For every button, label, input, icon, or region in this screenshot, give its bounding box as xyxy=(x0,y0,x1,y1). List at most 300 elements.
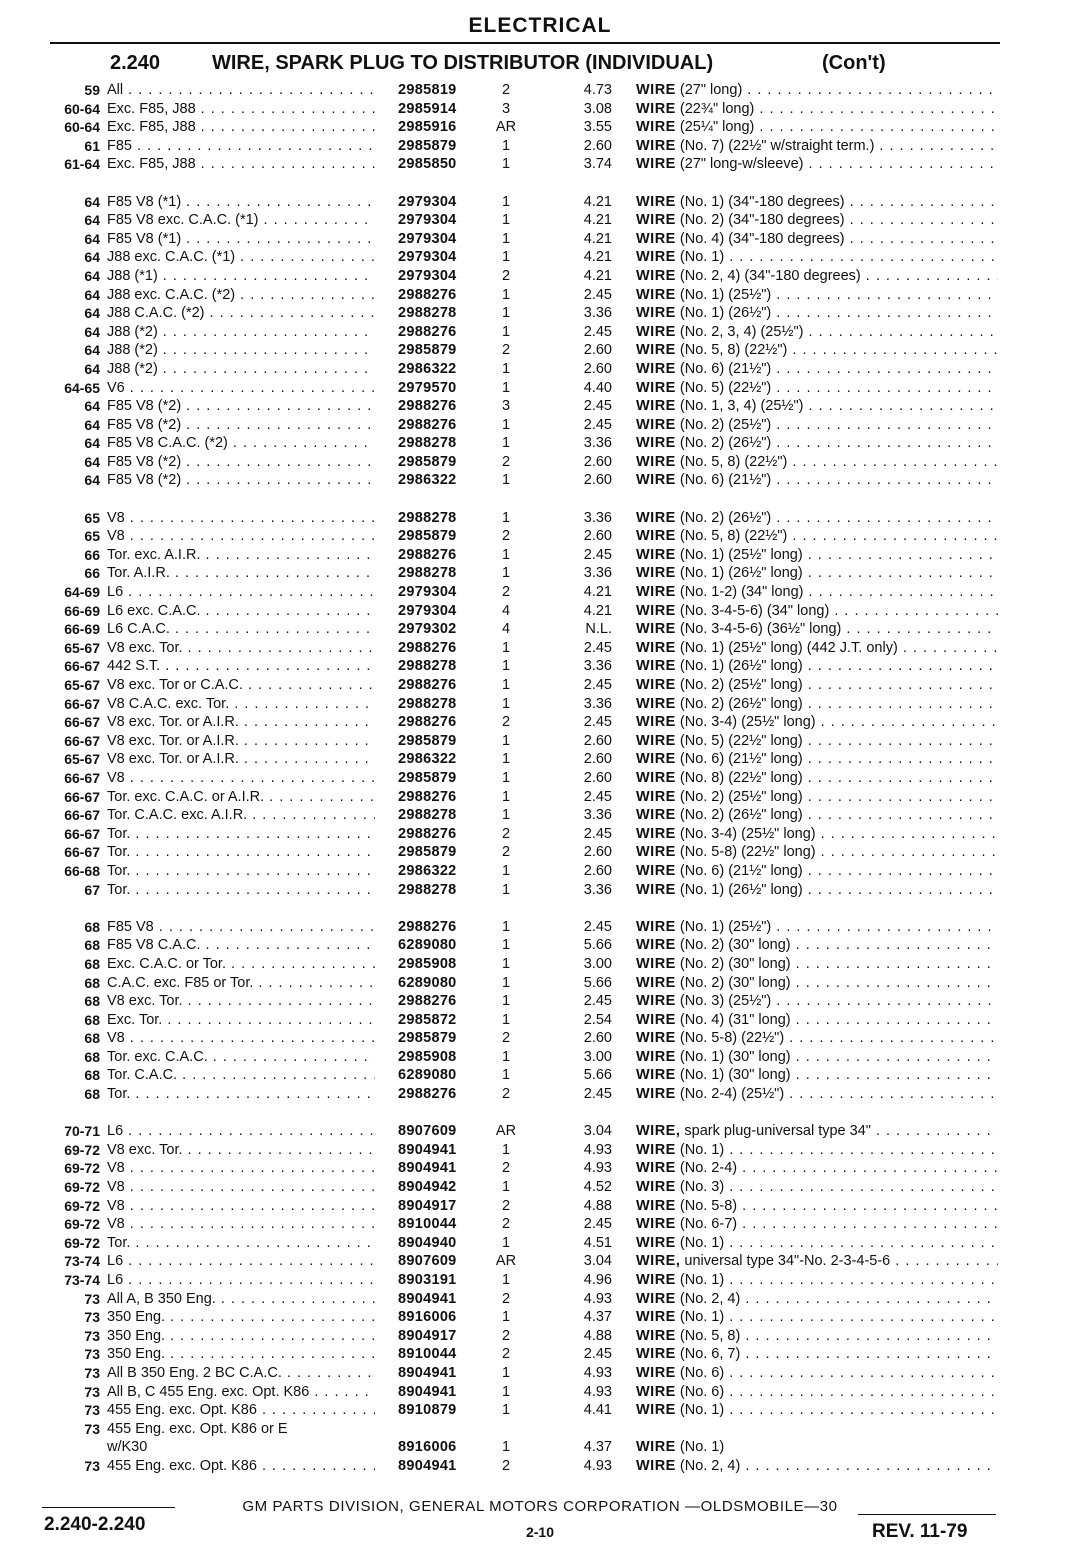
year-cell: 69-72 xyxy=(64,1141,100,1158)
quantity-cell: 1 xyxy=(501,1439,511,1456)
price-cell: 2.45 xyxy=(583,1346,612,1363)
table-row xyxy=(0,1252,1080,1271)
description-keyword: WIRE xyxy=(636,137,676,154)
model-cell: L6 . . . xyxy=(107,1122,375,1141)
quantity-cell: 1 xyxy=(501,156,511,173)
description-keyword: WIRE xyxy=(636,1234,676,1251)
table-row xyxy=(0,397,1080,416)
model-cell: Tor. exc. C.A.C. or A.I.R. . . . xyxy=(107,788,375,807)
part-number-cell: 2985879 xyxy=(398,453,457,470)
part-number-cell: 8904941 xyxy=(398,1383,457,1400)
quantity-cell: 1 xyxy=(501,565,511,582)
price-cell: 4.37 xyxy=(583,1439,612,1456)
description-cell xyxy=(636,1364,998,1383)
price-cell: 4.21 xyxy=(583,212,612,229)
description-text: (No. 8) (22½" long) xyxy=(679,769,803,786)
table-row xyxy=(0,1438,1080,1457)
table-row xyxy=(0,806,1080,825)
description-keyword: WIRE xyxy=(636,621,676,638)
description-keyword: WIRE xyxy=(636,993,676,1010)
description-cell xyxy=(636,843,998,862)
price-cell: 4.37 xyxy=(583,1309,612,1326)
description-cell xyxy=(636,695,998,714)
description-cell xyxy=(636,1234,998,1253)
year-cell: 68 xyxy=(84,1030,100,1047)
part-number-cell: 2985879 xyxy=(398,1030,457,1047)
table-row xyxy=(0,453,1080,472)
model-cell: 350 Eng. . . . xyxy=(107,1327,375,1346)
quantity-cell: 1 xyxy=(501,472,511,489)
description-cell xyxy=(636,676,998,695)
model-cell: C.A.C. exc. F85 or Tor. . . . xyxy=(107,974,375,993)
price-cell: 3.36 xyxy=(583,658,612,675)
description-cell xyxy=(636,955,998,974)
model-cell: F85 V8 C.A.C. (*2) . . . xyxy=(107,434,375,453)
description-keyword: WIRE xyxy=(636,918,676,935)
description-cell xyxy=(636,1345,998,1364)
description-cell xyxy=(636,100,998,119)
price-cell: 4.88 xyxy=(583,1327,612,1344)
model-cell: F85 V8 C.A.C. . . . xyxy=(107,936,375,955)
description-keyword: WIRE xyxy=(636,193,676,210)
table-row xyxy=(0,657,1080,676)
description-text: (No. 2) (34"-180 degrees) xyxy=(679,212,845,229)
description-keyword: WIRE xyxy=(636,1179,676,1196)
description-cell xyxy=(636,881,998,900)
year-cell: 64 xyxy=(84,267,100,284)
year-cell: 68 xyxy=(84,918,100,935)
price-cell: 3.74 xyxy=(583,156,612,173)
year-cell: 69-72 xyxy=(64,1160,100,1177)
price-cell: 2.45 xyxy=(583,1086,612,1103)
model-cell: J88 (*2) . . . xyxy=(107,323,375,342)
quantity-cell: 1 xyxy=(501,323,511,340)
description-keyword: WIRE xyxy=(636,1197,676,1214)
price-cell: 2.60 xyxy=(583,528,612,545)
table-row xyxy=(0,1122,1080,1141)
part-number-cell: 2979304 xyxy=(398,584,457,601)
description-text: (No. 1) (30" long) xyxy=(679,1048,791,1065)
description-cell xyxy=(636,974,998,993)
description-text: (No. 1) xyxy=(679,1309,725,1326)
table-row xyxy=(0,379,1080,398)
part-number-cell: 8904941 xyxy=(398,1364,457,1381)
quantity-cell: 1 xyxy=(501,230,511,247)
model-cell: F85 V8 . . . xyxy=(107,918,375,937)
year-cell: 65-67 xyxy=(64,751,100,768)
model-cell: Tor. . . . xyxy=(107,1085,375,1104)
description-text: (25¼" long) xyxy=(679,119,755,136)
description-cell xyxy=(636,509,998,528)
model-cell: F85 V8 (*1) . . . xyxy=(107,230,375,249)
quantity-cell: 1 xyxy=(501,546,511,563)
year-cell: 64 xyxy=(84,360,100,377)
price-cell: N.L. xyxy=(585,621,612,638)
description-text: (No. 6) xyxy=(679,1364,725,1381)
model-cell: w/K30 xyxy=(107,1439,148,1456)
price-cell: 2.60 xyxy=(583,1030,612,1047)
year-cell: 61-64 xyxy=(64,156,100,173)
quantity-cell: 1 xyxy=(501,769,511,786)
model-cell: V8 exc. Tor. or A.I.R. . . . xyxy=(107,750,375,769)
description-cell xyxy=(636,1401,998,1420)
table-row xyxy=(0,546,1080,565)
footer-corporation: GM PARTS DIVISION, GENERAL MOTORS CORPORATION —OLDSMOBILE—30 xyxy=(242,1498,838,1515)
quantity-cell: 1 xyxy=(501,1011,511,1028)
model-cell: F85 V8 (*1) . . . xyxy=(107,193,375,212)
table-row xyxy=(0,862,1080,881)
description-text: (No. 5) (22½" long) xyxy=(679,732,803,749)
quantity-cell: 1 xyxy=(501,305,511,322)
description-text: (No. 1) (25½") xyxy=(679,918,772,935)
price-cell: 2.45 xyxy=(583,993,612,1010)
quantity-cell: 1 xyxy=(501,639,511,656)
description-text: (No. 6, 7) xyxy=(679,1346,741,1363)
quantity-cell: 1 xyxy=(501,807,511,824)
year-cell: 65 xyxy=(84,528,100,545)
description-keyword: WIRE xyxy=(636,1141,676,1158)
price-cell: 2.60 xyxy=(583,769,612,786)
year-cell: 73 xyxy=(84,1402,100,1419)
quantity-cell: AR xyxy=(495,1123,517,1140)
model-cell: Tor. exc. C.A.C. . . . xyxy=(107,1048,375,1067)
description-text: (No. 3-4) (25½" long) xyxy=(679,714,816,731)
table-row xyxy=(0,676,1080,695)
year-cell: 59 xyxy=(84,82,100,98)
part-number-cell: 2988278 xyxy=(398,658,457,675)
description-cell xyxy=(636,825,998,844)
price-cell: 4.21 xyxy=(583,267,612,284)
description-cell xyxy=(636,1048,998,1067)
table-row xyxy=(0,1048,1080,1067)
description-text: (No. 1) (26½" long) xyxy=(679,565,803,582)
quantity-cell: 1 xyxy=(501,212,511,229)
row-spacer xyxy=(0,1104,1080,1123)
price-cell: 3.36 xyxy=(583,565,612,582)
year-cell: 60-64 xyxy=(64,100,100,117)
description-keyword: WIRE xyxy=(636,584,676,601)
year-cell: 69-72 xyxy=(64,1197,100,1214)
model-cell: J88 (*2) . . . xyxy=(107,360,375,379)
description-cell xyxy=(636,1141,998,1160)
description-keyword: WIRE xyxy=(636,360,676,377)
model-cell: Tor. A.I.R. . . . xyxy=(107,564,375,583)
group-number: 2.240 xyxy=(110,52,161,74)
model-cell: J88 exc. C.A.C. (*1) . . . xyxy=(107,248,375,267)
table-row xyxy=(0,100,1080,119)
description-cell xyxy=(636,341,998,360)
price-cell: 4.93 xyxy=(583,1160,612,1177)
quantity-cell: 1 xyxy=(501,193,511,210)
quantity-cell: 2 xyxy=(501,1346,511,1363)
price-cell: 2.54 xyxy=(583,1011,612,1028)
part-number-cell: 2985908 xyxy=(398,1048,457,1065)
year-cell: 69-72 xyxy=(64,1179,100,1196)
model-cell: V8 exc. Tor. or A.I.R. . . . xyxy=(107,713,375,732)
year-cell: 68 xyxy=(84,974,100,991)
description-cell xyxy=(636,564,998,583)
description-keyword: WIRE xyxy=(636,1272,676,1288)
table-row xyxy=(0,1420,1080,1439)
table-row xyxy=(0,639,1080,658)
model-cell: Tor. . . . xyxy=(107,825,375,844)
price-cell: 2.45 xyxy=(583,416,612,433)
price-cell: 4.93 xyxy=(583,1364,612,1381)
description-text: (No. 1) (25½" long) (442 J.T. only) xyxy=(679,639,898,656)
description-text: spark plug-universal type 34" xyxy=(684,1123,871,1140)
table-row xyxy=(0,825,1080,844)
footer-revision: REV. 11-79 xyxy=(872,1521,968,1542)
price-cell: 2.45 xyxy=(583,286,612,303)
description-keyword: WIRE xyxy=(636,937,676,954)
year-cell: 66-67 xyxy=(64,825,100,842)
model-cell: V8 exc. Tor. . . . xyxy=(107,1141,375,1160)
part-number-cell: 2985879 xyxy=(398,342,457,359)
description-cell xyxy=(636,639,998,658)
description-keyword: WIRE xyxy=(636,82,676,98)
description-keyword: WIRE xyxy=(636,1067,676,1084)
model-cell: V8 . . . xyxy=(107,1197,375,1216)
description-cell xyxy=(636,788,998,807)
part-number-cell: 8916006 xyxy=(398,1309,457,1326)
price-cell: 4.93 xyxy=(583,1290,612,1307)
quantity-cell: 2 xyxy=(501,825,511,842)
price-cell: 4.51 xyxy=(583,1234,612,1251)
description-text: (No. 4) (31" long) xyxy=(679,1011,791,1028)
description-text: (No. 6) xyxy=(679,1383,725,1400)
description-cell xyxy=(636,657,998,676)
year-cell: 73 xyxy=(84,1327,100,1344)
table-row xyxy=(0,1141,1080,1160)
description-text: (No. 1) xyxy=(679,1272,725,1288)
year-cell: 60-64 xyxy=(64,119,100,136)
description-keyword: WIRE xyxy=(636,1346,676,1363)
description-cell xyxy=(636,1383,998,1402)
table-row xyxy=(0,1215,1080,1234)
description-cell xyxy=(636,750,998,769)
model-cell: F85 V8 (*2) . . . xyxy=(107,471,375,490)
price-cell: 4.21 xyxy=(583,193,612,210)
quantity-cell: 2 xyxy=(501,1197,511,1214)
model-cell: All A, B 350 Eng. . . . xyxy=(107,1290,375,1309)
year-cell: 64 xyxy=(84,249,100,266)
description-text: (No. 3) xyxy=(679,1179,725,1196)
description-keyword: WIRE xyxy=(636,1439,676,1456)
description-keyword: WIRE xyxy=(636,1030,676,1047)
quantity-cell: 2 xyxy=(501,584,511,601)
table-row xyxy=(0,230,1080,249)
year-cell: 66-67 xyxy=(64,695,100,712)
description-keyword: WIRE xyxy=(636,305,676,322)
description-text: (No. 6) (21½" long) xyxy=(679,862,803,879)
model-cell: Tor. . . . xyxy=(107,881,375,900)
price-cell: 2.45 xyxy=(583,677,612,693)
description-cell xyxy=(636,397,998,416)
part-number-cell: 8904941 xyxy=(398,1290,457,1307)
description-text: (No. 1-2) (34" long) xyxy=(679,584,804,601)
description-cell xyxy=(636,304,998,323)
description-keyword: WIRE xyxy=(636,453,676,470)
quantity-cell: 1 xyxy=(501,1141,511,1158)
description-text: universal type 34"-No. 2-3-4-5-6 xyxy=(684,1253,891,1270)
table-row xyxy=(0,1345,1080,1364)
description-text: (No. 7) (22½" w/straight term.) xyxy=(679,137,875,154)
quantity-cell: AR xyxy=(495,119,517,136)
description-text: (22¾" long) xyxy=(679,100,755,117)
quantity-cell: 2 xyxy=(501,1327,511,1344)
year-cell: 68 xyxy=(84,993,100,1010)
price-cell: 3.36 xyxy=(583,881,612,898)
price-cell: 3.00 xyxy=(583,955,612,972)
description-keyword: WIRE xyxy=(636,1309,676,1326)
table-row xyxy=(0,155,1080,174)
description-text: (No. 2) (26½") xyxy=(679,435,772,452)
description-text: (No. 2) (26½" long) xyxy=(679,695,803,712)
model-cell: J88 C.A.C. (*2) . . . xyxy=(107,304,375,323)
description-text: (No. 3-4-5-6) (34" long) xyxy=(679,602,830,619)
year-cell: 73 xyxy=(84,1457,100,1474)
description-keyword: WIRE xyxy=(636,1327,676,1344)
model-cell: V8 exc. Tor. . . . xyxy=(107,639,375,658)
description-keyword: WIRE xyxy=(636,844,676,861)
description-keyword: WIRE xyxy=(636,119,676,136)
description-text: (No. 1) xyxy=(679,249,725,266)
year-cell: 64-69 xyxy=(64,584,100,601)
part-number-cell: 2985872 xyxy=(398,1011,457,1028)
model-cell: J88 exc. C.A.C. (*2) . . . xyxy=(107,286,375,305)
description-keyword: WIRE xyxy=(636,156,676,173)
model-cell: Exc. F85, J88 . . . xyxy=(107,155,375,174)
year-cell: 61 xyxy=(84,137,100,154)
model-cell: V8 . . . xyxy=(107,1029,375,1048)
year-cell: 73-74 xyxy=(64,1272,100,1288)
part-number-cell: 8904942 xyxy=(398,1179,457,1196)
description-cell xyxy=(636,862,998,881)
description-keyword: WIRE xyxy=(636,212,676,229)
description-cell xyxy=(636,1066,998,1085)
table-row xyxy=(0,936,1080,955)
quantity-cell: 1 xyxy=(501,1234,511,1251)
year-cell: 64 xyxy=(84,212,100,229)
group-heading xyxy=(0,52,1080,82)
table-row xyxy=(0,1011,1080,1030)
quantity-cell: 2 xyxy=(501,528,511,545)
quantity-cell: 1 xyxy=(501,360,511,377)
year-cell: 73 xyxy=(84,1420,100,1437)
part-number-cell: 8904917 xyxy=(398,1327,457,1344)
table-row xyxy=(0,1308,1080,1327)
part-number-cell: 8907609 xyxy=(398,1253,457,1270)
part-number-cell: 8910044 xyxy=(398,1216,457,1233)
part-number-cell: 8910879 xyxy=(398,1402,457,1419)
description-text: (No. 2) (30" long) xyxy=(679,955,791,972)
model-cell: V8 . . . xyxy=(107,1215,375,1234)
part-number-cell: 8904917 xyxy=(398,1197,457,1214)
quantity-cell: 3 xyxy=(501,398,511,415)
row-spacer xyxy=(0,174,1080,193)
part-number-cell: 2985879 xyxy=(398,769,457,786)
model-cell: L6 . . . xyxy=(107,1252,375,1271)
part-number-cell: 2985879 xyxy=(398,528,457,545)
part-number-cell: 2979304 xyxy=(398,249,457,266)
quantity-cell: 2 xyxy=(501,453,511,470)
table-row xyxy=(0,1271,1080,1290)
table-row xyxy=(0,304,1080,323)
description-cell xyxy=(636,118,998,137)
footer-page-number: 2-10 xyxy=(525,1524,555,1540)
description-cell xyxy=(636,1029,998,1048)
description-cell xyxy=(636,1085,998,1104)
quantity-cell: 1 xyxy=(501,1383,511,1400)
year-cell: 73 xyxy=(84,1309,100,1326)
description-text: (No. 1) xyxy=(679,1141,725,1158)
part-number-cell: 2988276 xyxy=(398,918,457,935)
table-row xyxy=(0,211,1080,230)
model-cell: V8 . . . xyxy=(107,1178,375,1197)
description-text: (No. 3-4-5-6) (36½" long) xyxy=(679,621,842,638)
table-row xyxy=(0,1178,1080,1197)
quantity-cell: 1 xyxy=(501,286,511,303)
part-number-cell: 6289080 xyxy=(398,974,457,991)
part-number-cell: 2985850 xyxy=(398,156,457,173)
description-keyword: WIRE xyxy=(636,732,676,749)
description-keyword: WIRE, xyxy=(636,1123,681,1140)
price-cell: 5.66 xyxy=(583,1067,612,1084)
year-cell: 73-74 xyxy=(64,1253,100,1270)
description-cell xyxy=(636,137,998,156)
price-cell: 3.36 xyxy=(583,305,612,322)
year-cell: 68 xyxy=(84,955,100,972)
table-row xyxy=(0,1457,1080,1476)
description-keyword: WIRE xyxy=(636,1457,676,1474)
part-number-cell: 2979304 xyxy=(398,230,457,247)
description-text: (No. 6) (21½") xyxy=(679,472,772,489)
price-cell: 4.21 xyxy=(583,249,612,266)
description-cell xyxy=(636,211,998,230)
price-cell: 3.36 xyxy=(583,695,612,712)
description-cell xyxy=(636,193,998,212)
table-row xyxy=(0,1401,1080,1420)
table-row xyxy=(0,992,1080,1011)
description-text: (No. 2) (25½" long) xyxy=(679,677,803,693)
year-cell: 64 xyxy=(84,398,100,415)
year-cell: 66-67 xyxy=(64,714,100,731)
table-row xyxy=(0,248,1080,267)
description-cell xyxy=(636,1197,998,1216)
part-number-cell: 8910044 xyxy=(398,1346,457,1363)
description-text: (No. 2, 4) (34"-180 degrees) xyxy=(679,267,861,284)
part-number-cell: 2988276 xyxy=(398,286,457,303)
model-cell: F85 V8 (*2) . . . xyxy=(107,397,375,416)
price-cell: 2.60 xyxy=(583,862,612,879)
description-keyword: WIRE xyxy=(636,472,676,489)
year-cell: 73 xyxy=(84,1290,100,1307)
price-cell: 3.55 xyxy=(583,119,612,136)
quantity-cell: 2 xyxy=(501,1216,511,1233)
price-cell: 3.36 xyxy=(583,435,612,452)
description-text: (No. 2) (26½" long) xyxy=(679,807,803,824)
price-cell: 2.45 xyxy=(583,825,612,842)
quantity-cell: 2 xyxy=(501,1290,511,1307)
model-cell: Exc. C.A.C. or Tor. . . . xyxy=(107,955,375,974)
table-row xyxy=(0,583,1080,602)
description-keyword: WIRE xyxy=(636,267,676,284)
part-number-cell: 2988276 xyxy=(398,993,457,1010)
model-cell: Tor. . . . xyxy=(107,1234,375,1253)
description-text: (No. 2) (26½") xyxy=(679,509,772,526)
description-cell xyxy=(636,1215,998,1234)
part-number-cell: 2988276 xyxy=(398,825,457,842)
